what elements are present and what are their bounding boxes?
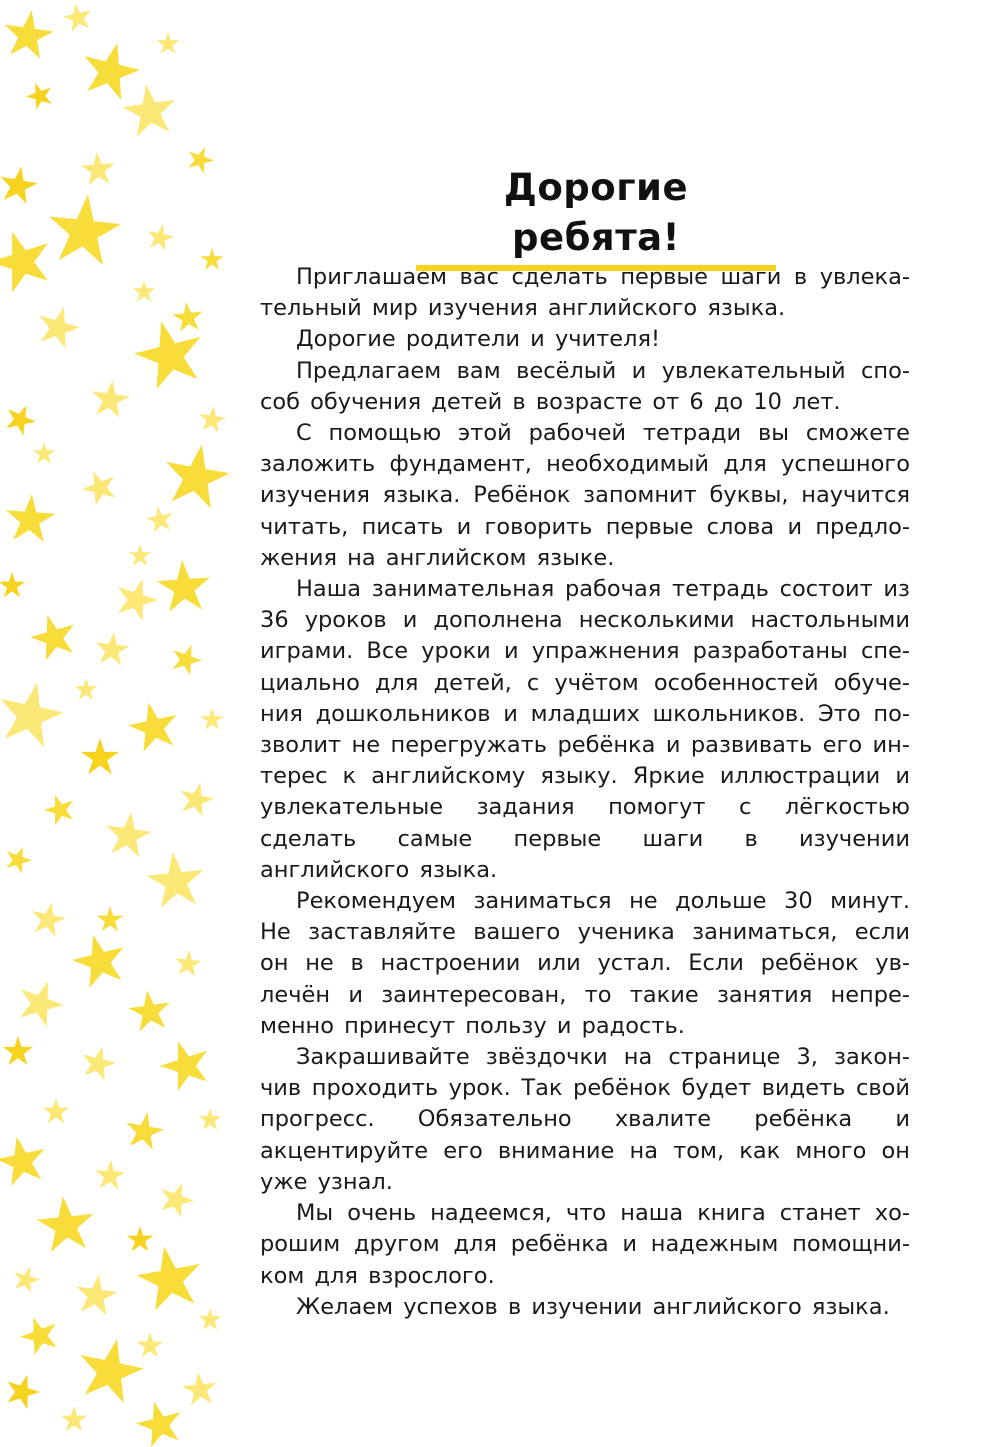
star-icon	[75, 678, 98, 700]
star-icon	[201, 708, 224, 730]
star-icon	[0, 222, 59, 296]
paragraph-foundation: С помощью этой рабочей тетради вы сможете заложить фундамент, необходимый для успешного изучения языка. Ребёнок запомнит буквы, научится читать, писать и говорить первые слова и предложения на английском языке.	[260, 420, 910, 571]
star-icon	[67, 928, 131, 990]
star-icon	[167, 640, 205, 678]
star-icon	[144, 504, 175, 534]
title-block	[416, 163, 776, 271]
star-icon	[199, 1108, 222, 1130]
star-icon	[61, 1406, 88, 1431]
star-decoration	[0, 0, 230, 1447]
star-icon	[73, 1271, 120, 1316]
star-icon	[132, 1396, 187, 1447]
paragraph-wishes: Желаем успехов в изучении английского языка.	[296, 1293, 890, 1320]
star-icon	[201, 248, 224, 270]
star-icon	[1, 7, 57, 60]
star-icon	[197, 404, 227, 433]
star-icon	[128, 313, 210, 393]
star-icon	[111, 573, 163, 624]
star-icon	[0, 1131, 51, 1187]
star-icon	[4, 492, 57, 542]
star-icon	[154, 1034, 216, 1094]
star-icon	[124, 697, 182, 753]
star-icon	[12, 974, 70, 1030]
body-text	[260, 262, 910, 1323]
star-icon	[94, 1159, 126, 1190]
paragraph-workbook: Наша занимательная рабочая тетрадь состоит из 36 уроков и дополнена несколькими настольными играми. Все уроки и упражнения разработаны специально для детей, с учётом особенностей обучения дошкольников и младших школьников. Это позволит не перегружать ребёнка и развивать его интерес к английскому языку. Яркие иллюстрации и увлекательные задания помогут с лёгкостью сделать самые первые шаги в изучении английского языка.	[260, 576, 910, 883]
star-icon	[171, 300, 204, 332]
star-icon	[97, 906, 124, 931]
star-icon	[73, 1332, 149, 1406]
star-icon	[3, 1036, 33, 1065]
paragraph-recommendation: Рекомендуем заниматься не дольше 30 минут. Не заставляйте вашего ученика заниматься, если он не в настроении или устал. Если ребёнок увлечён и заинтересован, то такие занятия непременно принесут пользу и радость.	[260, 888, 910, 1039]
star-icon	[137, 1332, 164, 1357]
star-icon	[28, 899, 68, 938]
star-icon	[1, 1370, 44, 1412]
star-icon	[77, 465, 121, 508]
star-icon	[33, 301, 84, 351]
star-icon	[145, 222, 176, 252]
star-icon	[155, 558, 212, 612]
star-icon	[103, 809, 154, 858]
star-icon	[155, 1177, 198, 1219]
star-icon	[43, 1098, 70, 1123]
star-icon	[0, 572, 25, 597]
paragraph-hope: Мы очень надеемся, что наша книга станет хорошим другом для ребёнка и надежным помощником для взрослого.	[260, 1200, 910, 1289]
star-icon	[2, 842, 36, 875]
star-icon	[127, 1226, 154, 1251]
star-icon-group	[0, 0, 230, 1447]
star-icon	[61, 0, 95, 32]
star-icon	[78, 1042, 119, 1082]
star-icon	[0, 676, 69, 750]
star-icon	[184, 142, 218, 175]
star-icon	[45, 190, 124, 266]
star-icon	[34, 1193, 96, 1253]
star-icon	[181, 1370, 218, 1406]
star-icon	[133, 280, 156, 302]
star-icon	[1, 399, 41, 438]
paragraph-stars-progress: Закрашивайте звёздочки на странице 3, закончив проходить урок. Так ребёнок будет видеть свой прогресс. Обязательно хвалите ребёнка и акцентируйте его внимание на том, как много он уже узнал.	[260, 1044, 910, 1195]
paragraph-offer: Предлагаем вам весёлый и увлекательный способ обучения детей в возрасте от 6 до 10 лет.	[260, 357, 910, 415]
star-icon	[159, 439, 230, 511]
paragraph-invitation: Приглашаем вас сделать первые шаги в увлекательный мир изучения английского языка.	[260, 264, 910, 322]
star-icon	[0, 163, 40, 205]
star-icon	[89, 378, 132, 419]
star-icon	[174, 949, 203, 977]
star-icon	[41, 790, 79, 827]
star-icon	[199, 1308, 222, 1330]
star-icon	[76, 36, 144, 102]
star-icon	[176, 778, 217, 818]
star-icon	[144, 849, 206, 909]
star-icon	[10, 1263, 43, 1295]
star-icon	[157, 32, 180, 54]
star-icon	[122, 1109, 166, 1151]
page-title: Дорогие ребята!	[503, 166, 689, 259]
star-icon	[25, 609, 81, 663]
star-icon	[23, 78, 57, 111]
star-icon	[120, 81, 180, 139]
star-icon	[132, 1241, 206, 1313]
star-icon	[81, 738, 119, 774]
star-icon	[129, 544, 152, 566]
star-icon	[80, 151, 116, 186]
star-icon	[126, 987, 173, 1032]
paragraph-greeting-parents: Дорогие родители и учителя!	[296, 326, 661, 353]
star-icon	[93, 630, 130, 666]
star-icon	[33, 442, 56, 464]
star-icon	[15, 1311, 63, 1358]
